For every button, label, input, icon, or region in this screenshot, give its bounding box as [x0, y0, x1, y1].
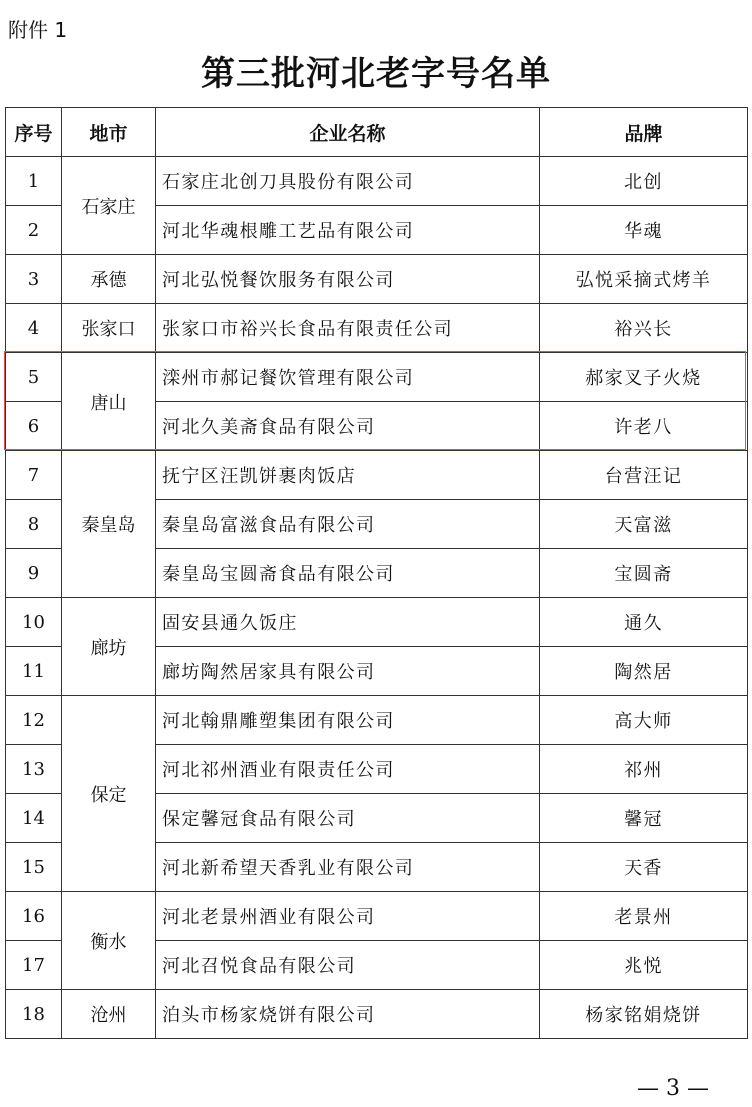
- brand-name: 天香: [540, 843, 748, 892]
- brand-name: 弘悦采摘式烤羊: [540, 255, 748, 304]
- city-cell: 唐山: [62, 353, 156, 451]
- row-num: 1: [6, 157, 62, 206]
- city-cell: 承德: [62, 255, 156, 304]
- table-row: [6, 990, 748, 1039]
- row-num: 5: [6, 353, 62, 402]
- company-name: 河北祁州酒业有限责任公司: [156, 745, 540, 794]
- table-header-row: [6, 108, 748, 157]
- company-name: 河北华魂根雕工艺品有限公司: [156, 206, 540, 255]
- row-num: 6: [6, 402, 62, 451]
- company-name: 秦皇岛富滋食品有限公司: [156, 500, 540, 549]
- header-brand: 品牌: [540, 108, 748, 157]
- row-num: 17: [6, 941, 62, 990]
- table-row: [6, 157, 748, 206]
- brand-name: 宝圆斋: [540, 549, 748, 598]
- row-num: 11: [6, 647, 62, 696]
- brand-name: 北创: [540, 157, 748, 206]
- company-name: 河北弘悦餐饮服务有限公司: [156, 255, 540, 304]
- city-cell: 保定: [62, 696, 156, 892]
- row-num: 2: [6, 206, 62, 255]
- company-name: 泊头市杨家烧饼有限公司: [156, 990, 540, 1039]
- brand-name: 兆悦: [540, 941, 748, 990]
- city-cell: 石家庄: [62, 157, 156, 255]
- brand-name: 馨冠: [540, 794, 748, 843]
- company-name: 河北久美斋食品有限公司: [156, 402, 540, 451]
- header-company: 企业名称: [156, 108, 540, 157]
- row-num: 4: [6, 304, 62, 353]
- company-name: 滦州市郝记餐饮管理有限公司: [156, 353, 540, 402]
- row-num: 12: [6, 696, 62, 745]
- company-name: 秦皇岛宝圆斋食品有限公司: [156, 549, 540, 598]
- city-cell: 张家口: [62, 304, 156, 353]
- page-number: — 3 —: [637, 1076, 709, 1101]
- company-name: 廊坊陶然居家具有限公司: [156, 647, 540, 696]
- brand-name: 裕兴长: [540, 304, 748, 353]
- row-num: 3: [6, 255, 62, 304]
- brand-name: 华魂: [540, 206, 748, 255]
- table-row: [6, 353, 748, 402]
- attachment-label: 附件 1: [8, 18, 68, 42]
- city-cell: 沧州: [62, 990, 156, 1039]
- row-num: 15: [6, 843, 62, 892]
- row-num: 9: [6, 549, 62, 598]
- row-num: 7: [6, 451, 62, 500]
- brand-name: 祁州: [540, 745, 748, 794]
- row-num: 16: [6, 892, 62, 941]
- brand-name: 郝家叉子火烧: [540, 353, 748, 402]
- company-name: 保定馨冠食品有限公司: [156, 794, 540, 843]
- header-city: 地市: [62, 108, 156, 157]
- brand-name: 许老八: [540, 402, 748, 451]
- brand-name: 杨家铭娟烧饼: [540, 990, 748, 1039]
- company-name: 河北翰鼎雕塑集团有限公司: [156, 696, 540, 745]
- brand-name: 台营汪记: [540, 451, 748, 500]
- city-cell: 衡水: [62, 892, 156, 990]
- brand-name: 通久: [540, 598, 748, 647]
- brand-name: 陶然居: [540, 647, 748, 696]
- company-name: 河北新希望天香乳业有限公司: [156, 843, 540, 892]
- header-num: 序号: [6, 108, 62, 157]
- table-row: [6, 696, 748, 745]
- table-row: [6, 255, 748, 304]
- brand-name: 老景州: [540, 892, 748, 941]
- brand-name: 天富滋: [540, 500, 748, 549]
- city-cell: 廊坊: [62, 598, 156, 696]
- row-num: 10: [6, 598, 62, 647]
- company-name: 河北召悦食品有限公司: [156, 941, 540, 990]
- brand-list-table: [5, 107, 748, 1039]
- table-row: [6, 451, 748, 500]
- row-num: 8: [6, 500, 62, 549]
- company-name: 石家庄北创刀具股份有限公司: [156, 157, 540, 206]
- table-row: [6, 892, 748, 941]
- table-row: [6, 598, 748, 647]
- document-title: 第三批河北老字号名单: [201, 54, 551, 94]
- city-cell: 秦皇岛: [62, 451, 156, 598]
- company-name: 抚宁区汪凯饼裹肉饭店: [156, 451, 540, 500]
- row-num: 13: [6, 745, 62, 794]
- company-name: 张家口市裕兴长食品有限责任公司: [156, 304, 540, 353]
- company-name: 河北老景州酒业有限公司: [156, 892, 540, 941]
- company-name: 固安县通久饭庄: [156, 598, 540, 647]
- brand-name: 高大师: [540, 696, 748, 745]
- row-num: 18: [6, 990, 62, 1039]
- row-num: 14: [6, 794, 62, 843]
- table-row: [6, 304, 748, 353]
